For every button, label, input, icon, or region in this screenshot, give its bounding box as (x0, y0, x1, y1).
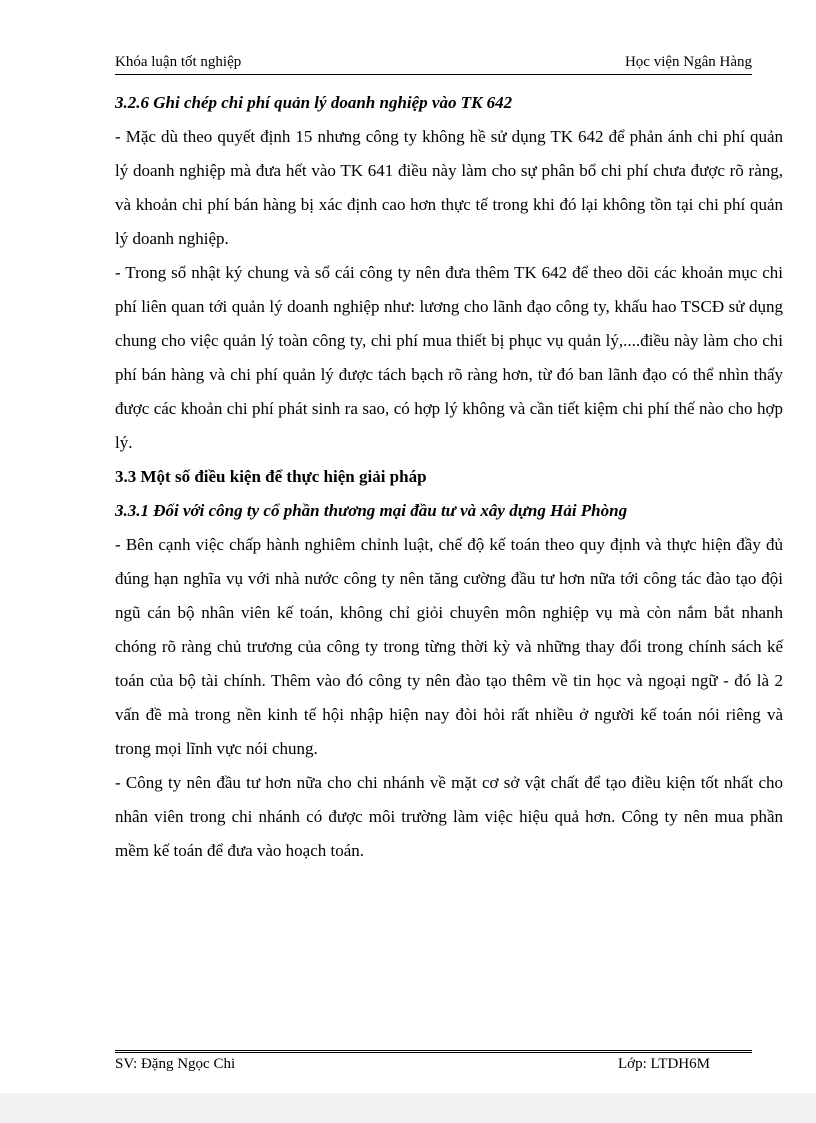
footer-class: Lớp: LTDH6M (618, 1056, 710, 1072)
section-3-3-1-paragraph-1: - Bên cạnh việc chấp hành nghiêm chỉnh luật, chế độ kế toán theo quy định và thực hiện đầy đủ đúng hạn nghĩa vụ với nhà nước công ty nên tăng cường đầu tư hơn nữa tới công tác đào tạo đội ngũ cán bộ nhân viên kế toán, không chỉ giỏi chuyên môn nghiệp vụ mà còn nắm bắt nhanh chóng rõ ràng chủ trương của công ty trong từng thời kỳ và những thay đổi trong chính sách kế toán của bộ tài chính. Thêm vào đó công ty nên đào tạo thêm về tin học và ngoại ngữ - đó là 2 vấn đề mà trong nền kinh tế hội nhập hiện nay đòi hỏi rất nhiều ở người kế toán nói riêng và trong mọi lĩnh vực nói chung. (115, 535, 783, 758)
section-3-2-6-paragraph-2: - Trong sổ nhật ký chung và sổ cái công ty nên đưa thêm TK 642 để theo dõi các khoản mục chi phí liên quan tới quản lý doanh nghiệp như: lương cho lãnh đạo công ty, khấu hao TSCĐ sử dụng chung cho việc quản lý toàn công ty, chi phí mua thiết bị phục vụ quản lý,....điều này làm cho chi phí bán hàng và chi phí quản lý được tách bạch rõ ràng hơn, từ đó ban lãnh đạo có thể nhìn thấy được các khoản chi phí phát sinh ra sao, có hợp lý không và cần tiết kiệm chi phí thế nào cho hợp lý. (115, 263, 783, 452)
section-3-2-6-title: 3.2.6 Ghi chép chi phí quản lý doanh nghiệp vào TK 642 (115, 93, 513, 112)
section-3-2-6-paragraph-1: - Mặc dù theo quyết định 15 nhưng công ty không hề sử dụng TK 642 để phản ánh chi phí quản lý doanh nghiệp mà đưa hết vào TK 641 điều này làm cho sự phân bổ chi phí chưa được rõ ràng, và khoản chi phí bán hàng bị xác định cao hơn thực tế trong khi đó lại không tồn tại chi phí quản lý doanh nghiệp. (115, 127, 783, 248)
scan-bottom-edge (0, 1093, 816, 1123)
page-content (115, 86, 783, 868)
section-3-3-title: 3.3 Một số điều kiện để thực hiện giải pháp (115, 467, 427, 486)
page-header (115, 52, 752, 75)
footer-rule (115, 1050, 752, 1053)
section-3-3-1-paragraph-2: - Công ty nên đầu tư hơn nữa cho chi nhánh về mặt cơ sở vật chất để tạo điều kiện tốt nhất cho nhân viên trong chi nhánh có được môi trường làm việc hiệu quả hơn. Công ty nên mua phần mềm kế toán để đưa vào hoạch toán. (115, 773, 783, 860)
footer-student: SV: Đặng Ngọc Chi (115, 1056, 236, 1072)
header-right-text: Học viện Ngân Hàng (624, 54, 752, 70)
section-3-3-1-title: 3.3.1 Đối với công ty cổ phần thương mại đầu tư và xây dựng Hải Phòng (115, 501, 628, 520)
header-left-text: Khóa luận tốt nghiệp (115, 54, 242, 70)
